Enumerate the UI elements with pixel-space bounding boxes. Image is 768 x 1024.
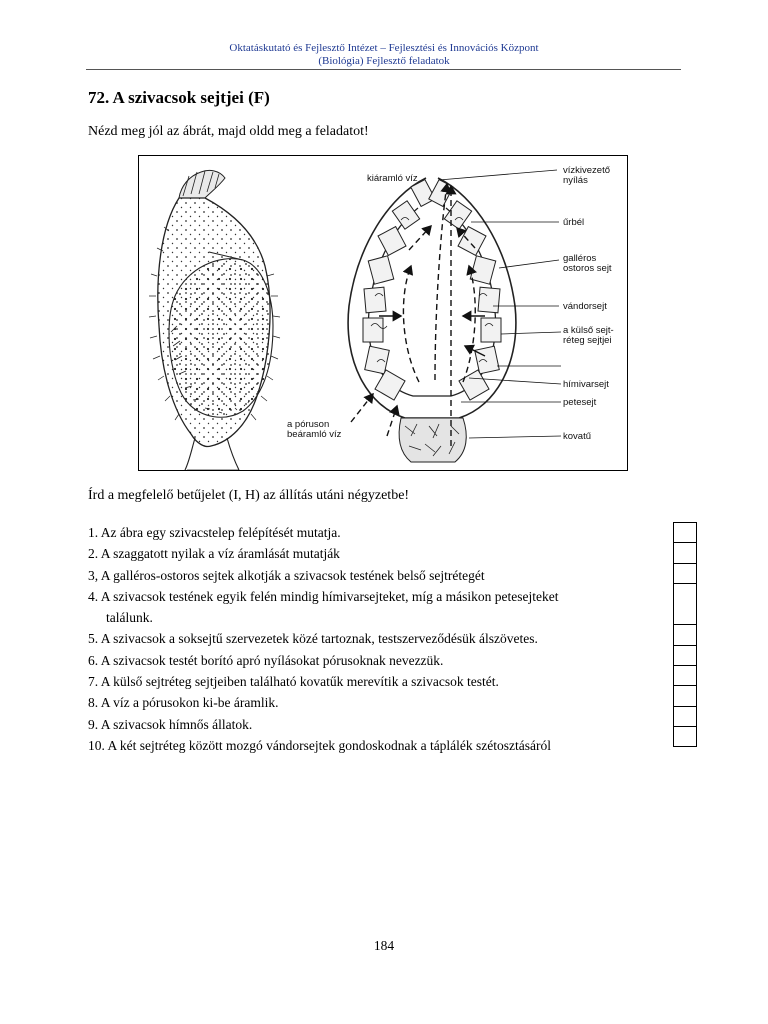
statement-item: 10. A két sejtréteg között mozgó vándorsejtek gondoskodnak a táplálék szétosztásáról [88, 737, 552, 753]
sponge-figure [138, 155, 628, 471]
statement-item: 6. A szivacsok testét borító apró nyílásokat pórusoknak nevezzük. [88, 652, 444, 668]
header-subject: (Biológia) Fejlesztő feladatok [318, 55, 450, 67]
answer-box-9[interactable] [674, 707, 696, 727]
statement-item: 9. A szivacsok hímnős állatok. [88, 716, 253, 732]
answer-box-2[interactable] [674, 543, 696, 563]
statement-item: 5. A szivacsok a soksejtű szervezetek közé tartoznak, testszerveződésük álszövetes. [88, 631, 538, 647]
label-galleros-ostoros-sejt: galléros ostoros sejt [563, 253, 612, 274]
label-kulso-sejtreteg: a külső sejt- réteg sejtjei [563, 325, 614, 346]
instruction-text: Nézd meg jól az ábrát, majd oldd meg a feladatot! [88, 124, 369, 139]
answer-boxes [673, 522, 697, 747]
answer-box-10[interactable] [674, 727, 696, 747]
label-himivarsejt: hímivarsejt [563, 379, 609, 390]
page-number: 184 [373, 938, 395, 953]
statement-item: 1. Az ábra egy szivacstelep felépítését mutatja. [88, 525, 341, 540]
answer-box-5[interactable] [674, 625, 696, 645]
statement-list [88, 522, 678, 756]
answer-box-4[interactable] [674, 584, 696, 626]
label-urbel: űrbél [563, 217, 585, 228]
answer-box-7[interactable] [674, 666, 696, 686]
statement-item: 8. A víz a pórusokon ki-be áramlik. [88, 695, 279, 711]
task-instruction: Írd a megfelelő betűjelet (I, H) az állítás utáni négyzetbe! [88, 488, 410, 503]
answer-box-6[interactable] [674, 646, 696, 666]
statement-item: 3, A galléros-ostoros sejtek alkotják a szivacsok testének belső sejtrétegét [88, 567, 485, 583]
document-header [0, 42, 768, 68]
label-petesejt: petesejt [563, 397, 597, 408]
label-poruson-bearamlo-viz: a póruson beáramló víz [287, 419, 342, 440]
statement-item: 4. A szivacsok testének egyik felén mindig hímivarsejteket, míg a másikon petesejteket találunk. [88, 588, 559, 626]
label-vizkivezeto-nyilas: vízkivezető nyílás [563, 165, 610, 186]
answer-box-8[interactable] [674, 686, 696, 706]
exercise-title: 72. A szivacsok sejtjei (F) [88, 88, 270, 107]
sponge-cross-section [348, 170, 561, 462]
sponge-illustration [139, 156, 628, 471]
answer-box-3[interactable] [674, 564, 696, 584]
answer-box-1[interactable] [674, 523, 696, 543]
header-institute: Oktatáskutató és Fejlesztő Intézet – Fejlesztési és Innovációs Központ [229, 42, 539, 54]
sponge-external-view [149, 170, 280, 470]
label-vandorsejt: vándorsejt [563, 301, 607, 312]
statement-item: 2. A szaggatott nyilak a víz áramlását mutatják [88, 546, 340, 562]
statement-item: 7. A külső sejtréteg sejtjeiben található kovatűk merevítik a szivacsok testét. [88, 674, 499, 690]
header-divider [86, 69, 681, 70]
label-kovatu: kovatű [563, 431, 591, 442]
label-kiaramlo-viz: kiáramló víz [367, 173, 418, 184]
